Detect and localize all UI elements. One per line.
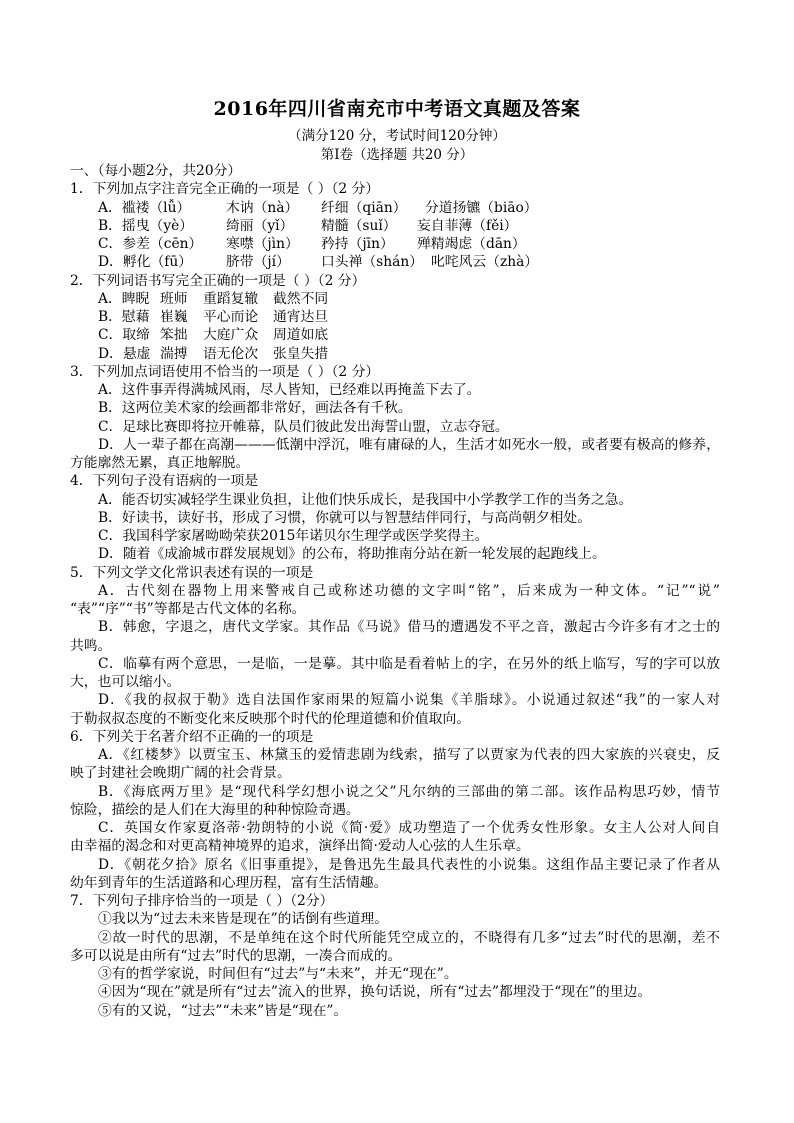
question-2-option-b <box>70 308 720 326</box>
question-5-option-b: B．韩愈，字退之，唐代文学家。其作品《马说》借马的遭遇发不平之音，激起古今许多有才之士的 <box>98 619 720 636</box>
question-6-option-d: D．《朝花夕拾》原名《旧事重提》，是鲁迅先生最具代表性的小说集。这组作品主要记录了作者从 <box>98 856 720 873</box>
question-1-option-c <box>70 235 720 253</box>
question-6-option-b-cont: 惊险，描绘的是人们在大海里的种种惊险奇遇。 <box>70 801 360 818</box>
option-word: D．悬虚 <box>98 345 151 362</box>
option-word: 大庭广众 <box>203 327 259 344</box>
question-7-sentence-4: ④因为“现在”就是所有“过去”流入的世界，换句话说，所有“过去”都埋没于“现在”的里边。 <box>98 984 652 1001</box>
question-5-stem: 5．下列文学文化常识表述有误的一项是 <box>70 564 314 581</box>
question-3-option-d: D．人一辈子都在高潮———低潮中浮沉，唯有庸碌的人，生活才如死水一般，或者要有极高的修养， <box>98 436 720 453</box>
option-word: 周道如底 <box>273 327 329 344</box>
question-6-option-d-cont: 幼年到青年的生活道路和心理历程，富有生活情趣。 <box>70 874 388 891</box>
option-word: 殚精竭虑（dān） <box>417 236 526 252</box>
question-5-option-b-cont: 共鸣。 <box>70 637 112 654</box>
option-word: 通宵达旦 <box>273 309 329 325</box>
option-word: 木讷（nà） <box>226 199 299 216</box>
option-word: D．孵化（fū） <box>98 254 193 271</box>
question-1-option-a <box>70 199 720 217</box>
question-5-option-c-cont: 大，也可以缩小。 <box>70 674 181 690</box>
option-word: 妄自菲薄（fěi） <box>417 217 518 234</box>
question-4-option-c: C．我国科学家屠呦呦荣获2015年诺贝尔生理学或医学奖得主。 <box>98 528 489 544</box>
question-5-option-c: C．临摹有两个意思，一是临，一是摹。其中临是看着帖上的字，在另外的纸上临写，写的字可以放 <box>98 655 720 672</box>
question-6-option-a: A．《红楼梦》以贾宝玉、林黛玉的爱情悲剧为线索，描写了以贾家为代表的四大家族的兴衰史，反 <box>98 747 720 763</box>
option-word: 笨拙 <box>160 327 188 344</box>
question-6-option-c-cont: 由幸福的渴念和对更高精神境界的追求，演绎出简·爱动人心弦的人生乐章。 <box>70 838 530 855</box>
question-2-stem: 2．下列词语书写完全正确的一项是（ ）（2 分） <box>70 272 366 289</box>
question-6-option-b: B．《海底两万里》是“现代科学幻想小说之父”凡尔纳的三部曲的第二部。该作品构思巧妙，情节 <box>98 783 720 800</box>
option-word: 班师 <box>160 290 188 307</box>
question-2-option-c <box>70 326 720 344</box>
question-4-option-d: D．随着《成渝城市群发展规划》的公布，将助推南分站在新一轮发展的起跑线上。 <box>98 546 606 563</box>
question-7-sentence-2-cont: 多可以说是由所有“过去”时代的思潮，一凑合而成的。 <box>70 947 402 964</box>
question-7-sentence-2: ②故一时代的思潮，不是单纯在这个时代所能凭空成立的，不晓得有几多“过去”时代的思潮，差不 <box>98 929 720 946</box>
option-word: 分道扬镳（biāo） <box>425 199 538 216</box>
question-6-option-c: C．英国女作家夏洛蒂·勃朗特的小说《简·爱》成功塑造了一个优秀女性形象。女主人公对人间自 <box>98 820 720 836</box>
question-2-option-d <box>70 345 720 363</box>
volume-title: 第Ⅰ卷（选择题 共20 分） <box>320 147 474 163</box>
question-2-option-a <box>70 290 720 308</box>
option-word: 崔巍 <box>160 309 188 325</box>
question-3-stem: 3．下列加点词语使用不恰当的一项是（ ）（2 分） <box>70 363 380 380</box>
question-3-option-d-cont: 方能廓然无累，真正地解脱。 <box>70 455 250 471</box>
question-4-option-b: B．好读书，读好书，形成了习惯，你就可以与智慧结伴同行，与高尚朝夕相处。 <box>98 509 592 526</box>
option-word: 张皇失措 <box>273 345 329 362</box>
option-word: 叱咤风云（zhà） <box>431 254 539 271</box>
question-4-stem: 4．下列句子没有语病的一项是 <box>70 473 259 490</box>
option-word: 口头禅（shán） <box>321 254 424 271</box>
question-7-sentence-5: ⑤有的又说，“过去”“未来”皆是“现在”。 <box>98 1002 348 1019</box>
question-6-stem: 6．下列关于名著介绍不正确的一的项是 <box>70 728 314 745</box>
question-7-sentence-1: ①我以为“过去未来皆是现在”的话倒有些道理。 <box>98 911 389 928</box>
question-1-stem: 1．下列加点字注音完全正确的一项是（ ）（2 分） <box>70 181 380 198</box>
question-5-option-d-cont: 于勒叔叔态度的不断变化来反映那个时代的伦理道德和价值取向。 <box>70 710 471 727</box>
question-1-option-d <box>70 253 720 271</box>
question-6-option-a-cont: 映了封建社会晚期广阔的社会背景。 <box>70 765 291 782</box>
question-7-sentence-3: ③有的哲学家说，时间但有“过去”与“未来”，并无“现在”。 <box>98 966 458 982</box>
document-title: 2016年四川省南充市中考语文真题及答案 <box>213 98 581 120</box>
option-word: 纤细（qiān） <box>321 199 407 216</box>
question-3-option-b: B．这两位美术家的绘画都非常好，画法各有千秋。 <box>98 400 412 417</box>
option-word: 绮丽（yǐ） <box>226 217 294 234</box>
section-heading: 一、（每小题2分，共20分） <box>70 163 242 179</box>
option-word: B．慰藉 <box>98 309 150 325</box>
option-word: 重蹈复辙 <box>203 290 259 307</box>
option-word: B．摇曳（yè） <box>98 217 194 234</box>
question-1-option-b <box>70 217 720 235</box>
option-word: A．睥睨 <box>98 290 150 307</box>
exam-info: （满分120 分，考试时间120分钟） <box>288 128 506 144</box>
question-5-option-a-cont: “表”“序”“书”等都是古代文体的名称。 <box>70 601 306 617</box>
option-word: 语无伦次 <box>203 345 259 362</box>
question-3-option-c: C．足球比赛即将拉开帷幕，队员们彼此发出海誓山盟，立志夺冠。 <box>98 418 509 435</box>
question-5-option-d: D．《我的叔叔于勒》选自法国作家雨果的短篇小说集《羊脂球》。小说通过叙述“我”的一家人对 <box>98 692 720 709</box>
option-word: 脐带（jí） <box>226 254 290 271</box>
option-word: A．褴褛（lǚ） <box>98 199 191 216</box>
option-word: 精髓（suǐ） <box>321 217 397 234</box>
option-word: 矜持（jīn） <box>321 236 394 252</box>
option-word: C．取缔 <box>98 327 150 344</box>
option-word: 湍搏 <box>160 345 188 362</box>
question-5-option-a: A．古代刻在器物上用来警戒自己或称述功德的文字叫“铭”，后来成为一种文体。“记”“说” <box>98 582 720 599</box>
option-word: 截然不同 <box>273 290 329 307</box>
question-3-option-a: A．这件事弄得满城风雨，尽人皆知，已经难以再掩盖下去了。 <box>98 382 481 398</box>
option-word: 平心而论 <box>203 309 259 325</box>
question-7-stem: 7．下列句子排序恰当的一项是（ ）（2分） <box>70 893 334 909</box>
option-word: 寒噤（jìn） <box>226 236 299 252</box>
question-4-option-a: A．能否切实减轻学生课业负担，让他们快乐成长，是我国中小学教学工作的当务之急。 <box>98 491 633 508</box>
option-word: C．参差（cēn） <box>98 236 203 252</box>
question-body <box>70 162 720 1020</box>
